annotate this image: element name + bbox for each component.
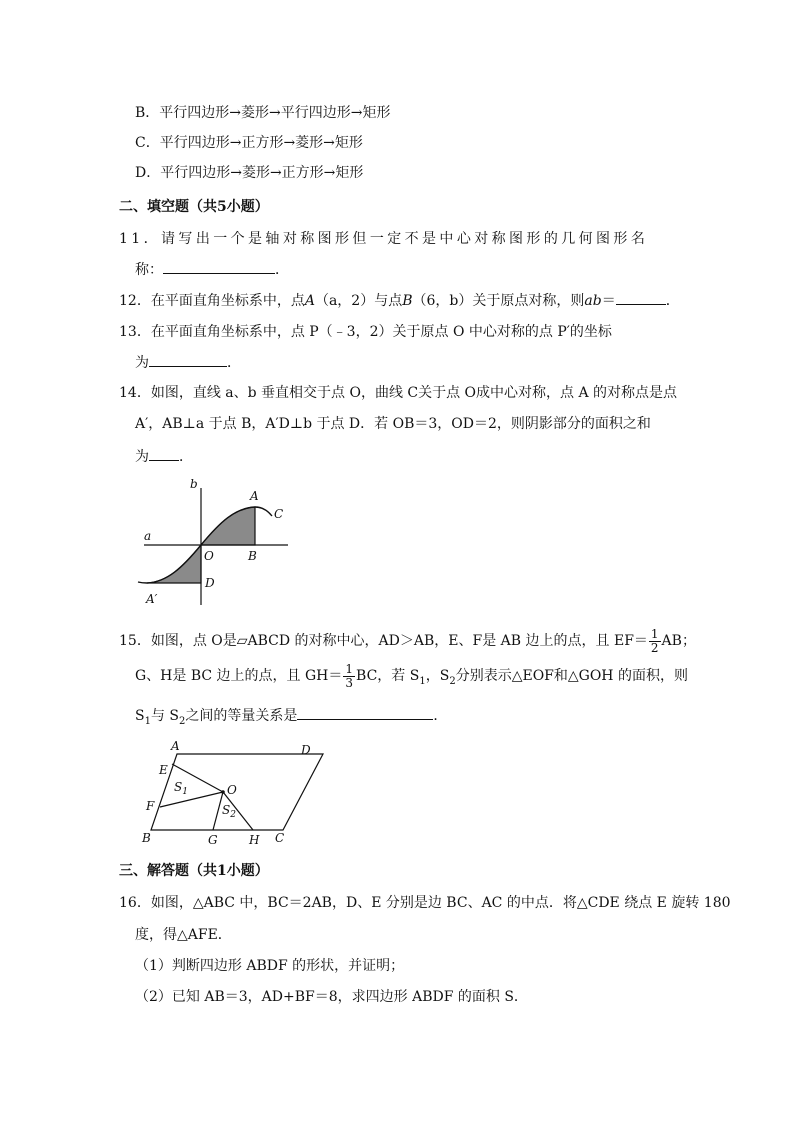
fraction-one-third: $\frac{1}{3}$: [345, 661, 354, 690]
label-f: F: [146, 799, 155, 813]
shaded-region-right: [201, 507, 255, 545]
q14-line2: A′，AB⊥a 于点 B，A′D⊥b 于点 D．若 OB＝3，OD＝2，则阴影部分的面积之和: [135, 416, 651, 432]
label-c: C: [274, 507, 284, 521]
label-d: D: [301, 743, 311, 757]
fraction-one-half: $\frac{1}{2}$: [650, 626, 659, 655]
q13-answer-blank: [149, 352, 227, 367]
q11-answer-blank: [163, 259, 275, 274]
q16-line1: 16．如图，△ABC 中，BC＝2AB，D、E 分别是边 BC、AC 的中点．将△CDE 绕点 E 旋转 180: [119, 895, 731, 911]
q13-line1: 13．在平面直角坐标系中，点 P（﹣3，2）关于原点 O 中心对称的点 P′的坐标: [119, 324, 612, 340]
label-d: D: [205, 576, 215, 590]
q15-answer-blank: [297, 705, 433, 720]
option-b: B．平行四边形→菱形→平行四边形→矩形: [135, 105, 391, 121]
label-a: A: [171, 739, 180, 753]
label-b: b: [190, 477, 198, 491]
q13-line2: 为 ．: [135, 352, 241, 373]
point-o: [221, 790, 225, 794]
label-a-point: A: [250, 489, 259, 503]
option-d: D．平行四边形→菱形→正方形→矩形: [135, 165, 364, 181]
q14-answer-blank: [149, 446, 179, 461]
label-b-point: B: [248, 549, 257, 563]
section-header-solve: 三、解答题（共1小题）: [119, 863, 269, 879]
label-s1: $S_1$: [174, 780, 188, 797]
label-o: O: [227, 783, 237, 797]
q14-line3: 为 ．: [135, 446, 193, 467]
label-c: C: [275, 831, 285, 845]
q12-answer-blank: [616, 290, 666, 305]
label-s2: $S_2$: [222, 803, 236, 820]
q12-line: 12．在平面直角坐标系中，点A（a，2）与点B（6，b）关于原点对称，则ab＝ ．: [119, 290, 680, 311]
q15-line2: G、H是 BC 边上的点，且 GH＝ $\frac{1}{3}$ BC，若 $S_1$，$S_2$分别表示△EOF和△GOH 的面积，则: [135, 661, 688, 690]
q16-part2: （2）已知 AB＝3，AD+BF＝8，求四边形 ABDF 的面积 S．: [135, 989, 528, 1005]
label-g: G: [208, 833, 218, 847]
q16-part1: （1）判断四边形 ABDF 的形状，并证明；: [135, 958, 405, 974]
triangle-eof: [160, 764, 223, 807]
label-a-line: a: [144, 529, 152, 543]
label-h: H: [249, 833, 260, 847]
q14-figure: [130, 472, 300, 612]
section-header-fill-blank: 二、填空题（共5小题）: [119, 199, 269, 215]
label-a-prime: A′: [146, 592, 158, 606]
shaded-region-left: [147, 545, 201, 583]
q14-line1: 14．如图，直线 a、b 垂直相交于点 O，曲线 C关于点 O成中心对称，点 A 的对称点是点: [119, 385, 678, 401]
label-b: B: [142, 831, 151, 845]
q11-line1: 11．请写出一个是轴对称图形但一定不是中心对称图形的几何图形名: [119, 231, 649, 247]
q15-line3: $S_1$与 $S_2$之间的等量关系是 ．: [135, 705, 447, 732]
option-c: C．平行四边形→正方形→菱形→矩形: [135, 135, 363, 151]
q15-figure: [135, 738, 335, 848]
q16-line2: 度，得△AFE．: [135, 927, 232, 943]
label-e: E: [159, 763, 168, 777]
q15-line1: 15．如图，点 O是▱ABCD 的对称中心，AD＞AB，E、F是 AB 边上的点，且 EF＝ $\frac{1}{2}$ AB；: [119, 626, 696, 655]
label-o: O: [204, 549, 214, 563]
q11-line2: 称： ．: [135, 259, 289, 280]
